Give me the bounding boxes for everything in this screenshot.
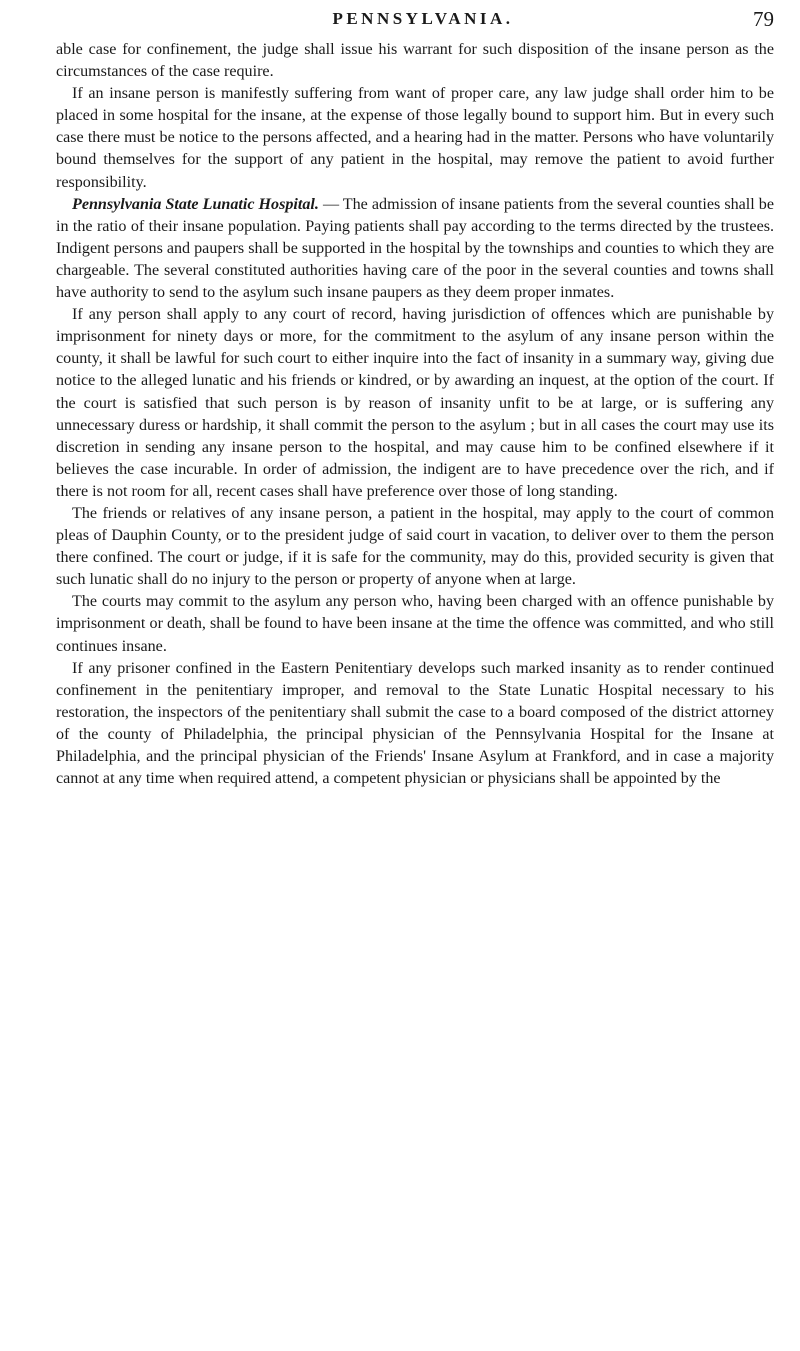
body-text <box>56 39 774 790</box>
paragraph <box>56 658 774 791</box>
section-heading: Pennsylvania State Lunatic Hospital. <box>72 195 319 213</box>
paragraph <box>56 194 774 304</box>
paragraph-text: If any person shall apply to any court of record, having jurisdiction of offences which are punishable by imprisonment for ninety days or more, for the commitment to the asylum of any insane person within the county, it shall be lawful for such court to either inquire into the fact of insanity in a summary way, giving due notice to the alleged lunatic and his friends or kindred, or by awarding an inquest, at the option of the court. If the court is satisfied that such person is by reason of insanity unfit to be at large, or is suffering any unnecessary duress or hardship, it shall commit the person to the asylum ; but in all cases the court may use its discretion in sending any insane person to the hospital, and may cause him to be confined elsewhere if it believes the case incurable. In order of admission, the indigent are to have precedence over the rich, and if there is not room for all, recent cases shall have preference over those of long standing. <box>56 306 774 500</box>
paragraph <box>56 83 774 193</box>
paragraph <box>56 304 774 503</box>
running-head <box>56 4 774 34</box>
paragraph-text: If any prisoner confined in the Eastern Penitentiary develops such marked insanity as to render continued confinement in the penitentiary improper, and removal to the State Lunatic Hospital necessary to his restoration, the inspectors of the penitentiary shall submit the case to a board composed of the district attorney of the county of Philadelphia, the principal physician of the Pennsylvania Hospital for the Insane at Philadelphia, and the principal physician of the Friends' Insane Asylum at Frankford, and in case a majority cannot at any time when required attend, a competent physician or physicians shall be appointed by the <box>56 659 774 788</box>
paragraph-text: The courts may commit to the asylum any person who, having been charged with an offence punishable by imprisonment or death, shall be found to have been insane at the time the offence was committed, and who still continues insane. <box>56 593 774 655</box>
page-number: 79 <box>753 7 774 31</box>
paragraph-text: The friends or relatives of any insane person, a patient in the hospital, may apply to the court of common pleas of Dauphin County, or to the president judge of said court in vacation, to deliver over to them the person there confined. The court or judge, if it is safe for the community, may do this, provided security is given that such lunatic shall do no injury to the person or property of anyone when at large. <box>56 504 774 589</box>
paragraph <box>56 39 774 83</box>
paragraph-text: able case for confinement, the judge shall issue his warrant for such disposition of the insane person as the circumstances of the case require. <box>56 41 774 81</box>
paragraph-text: — The admission of insane patients from the several counties shall be in the ratio of their insane population. Paying patients shall pay according to the terms directed by the trustees. Indigent persons and paupers shall be supported in the hospital by the townships and counties to which they are chargeable. The several constituted authorities having care of the poor in the several counties and towns shall have authority to send to the asylum such insane paupers as they deem proper inmates. <box>56 195 774 302</box>
running-title: PENNSYLVANIA. <box>332 9 514 28</box>
paragraph-text: If an insane person is manifestly suffering from want of proper care, any law judge shall order him to be placed in some hospital for the insane, at the expense of those legally bound to support him. But in every such case there must be notice to the persons affected, and a hearing had in the matter. Persons who have voluntarily bound themselves for the support of any patient in the hospital, may remove the patient to avoid further responsibility. <box>56 85 774 191</box>
paragraph <box>56 503 774 591</box>
paragraph <box>56 591 774 657</box>
